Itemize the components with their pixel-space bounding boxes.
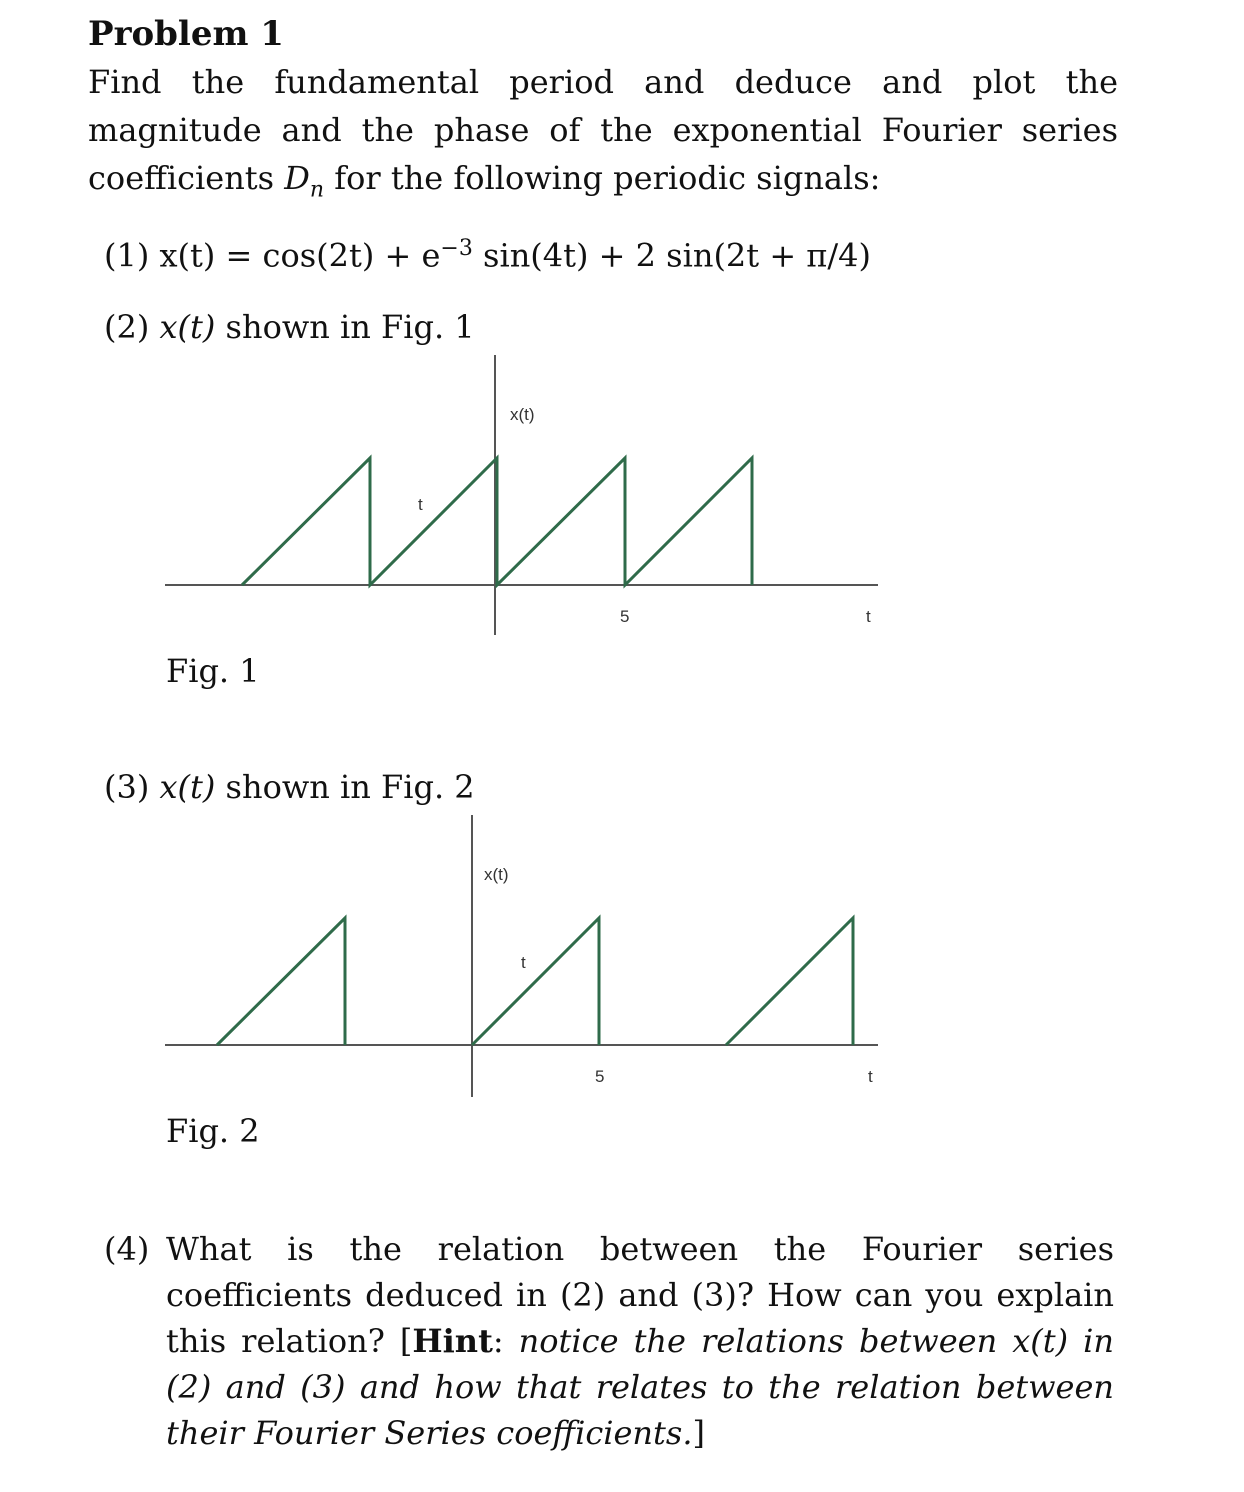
item-1: [104, 236, 871, 275]
item-3-text: shown in Fig. 2: [215, 768, 475, 806]
item-4-hint-open: [: [399, 1322, 413, 1360]
item-4: [104, 1226, 1114, 1456]
item-1-lhs: x(t) = cos(2t) + e: [159, 236, 441, 275]
fig2-ylabel: x(t): [484, 865, 509, 884]
item-4-hint-label: Hint: [412, 1322, 493, 1360]
figure-1: [150, 350, 890, 650]
intro-symbol-sub: n: [309, 177, 325, 203]
fig1-caption: Fig. 1: [166, 652, 260, 690]
intro-text: Find the fundamental period and deduce and plot the magnitude and the phase of the exponential Fourier series coefficients: [88, 63, 1118, 197]
fig2-t-axis-label: t: [868, 1067, 873, 1086]
fig2-ramp-2: [472, 918, 599, 1045]
fig1-ylabel: x(t): [510, 405, 535, 424]
intro-symbol: D: [284, 159, 310, 197]
item-3-num: (3): [104, 768, 150, 806]
item-2-var: x(t): [159, 308, 216, 346]
item-4-hint-colon: :: [492, 1322, 504, 1360]
item-3-var: x(t): [159, 768, 216, 806]
item-2: [104, 308, 475, 346]
fig1-sawtooth: [242, 458, 752, 585]
item-4-hint-text: notice the relations between x(t) in (2) and (3) and how that relates to the relation between their Fourier Series coefficients.: [166, 1322, 1115, 1452]
figure-2: [150, 810, 890, 1110]
item-1-exp: −3: [440, 236, 473, 261]
item-3: [104, 768, 475, 806]
fig1-tick-5: 5: [620, 607, 630, 626]
item-2-num: (2): [104, 308, 150, 346]
fig1-t-axis-label: t: [866, 607, 871, 626]
item-4-text: What is the relation between the Fourier series coefficients deduced in (2) and (3)? How can you explain this relation?: [166, 1230, 1114, 1360]
item-1-num: (1): [104, 236, 150, 275]
item-4-body: [166, 1226, 1114, 1456]
item-1-rhs: sin(4t) + 2 sin(2t + π/4): [472, 236, 871, 275]
item-4-hint-close: ]: [692, 1414, 705, 1452]
fig2-ramp-1: [217, 918, 345, 1045]
item-2-text: shown in Fig. 1: [215, 308, 475, 346]
intro-tail: for the following periodic signals:: [334, 159, 881, 197]
fig2-ramp-3: [726, 918, 853, 1045]
item-4-num: (4): [104, 1230, 150, 1268]
problem-intro: [88, 58, 1118, 214]
fig2-caption: Fig. 2: [166, 1112, 260, 1150]
fig2-tick-5: 5: [595, 1067, 605, 1086]
fig1-t-inner: t: [418, 495, 423, 514]
problem-title: Problem 1: [88, 14, 284, 54]
fig2-t-inner: t: [521, 953, 526, 972]
